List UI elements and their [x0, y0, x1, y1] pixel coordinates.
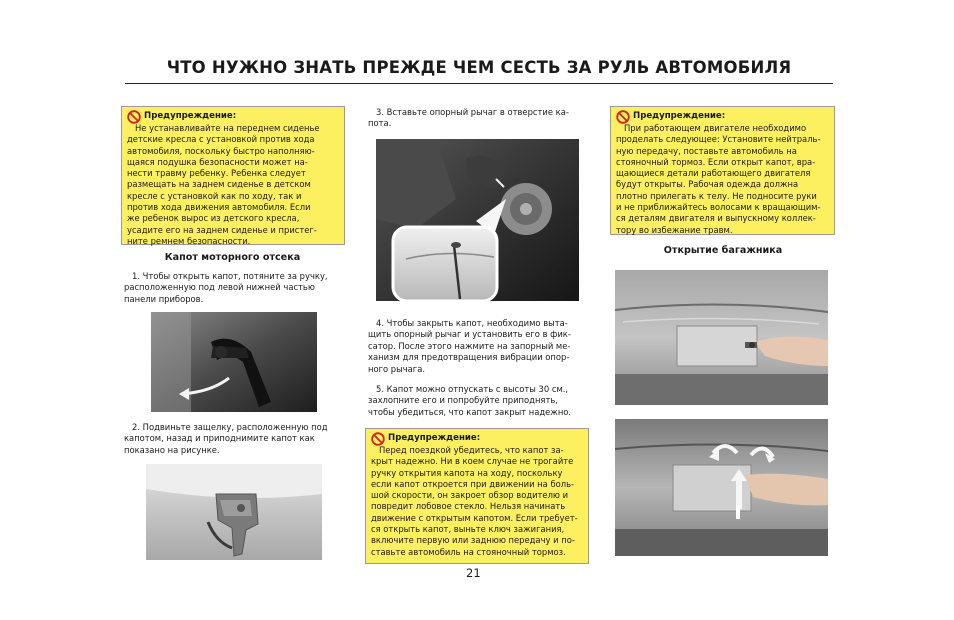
warning-line: проделать следующее: Установите нейтраль-	[616, 134, 821, 145]
warning-line: щаяся подушка безопасности может на-	[127, 156, 308, 167]
warning-line: ся деталям двигателя и выпускному коллек-	[616, 213, 816, 224]
text-line: 3. Вставьте опорный рычаг в отверстие ка-	[376, 107, 569, 117]
hood-release-handle-photo	[151, 312, 317, 412]
warning-line: против хода движения автомобиля. Если	[127, 202, 311, 213]
warning-line: если капот откроется при движении на боль-	[371, 478, 575, 489]
warning-line: стояночный тормоз. Если открыт капот, вра-	[616, 156, 816, 167]
text-line: капотом, назад и приподнимите капот как	[124, 433, 315, 444]
warning-line: включите первую или заднюю передачу и по-	[371, 535, 575, 546]
text-line: ного рычага.	[368, 363, 425, 374]
warning-line: движение с открытым капотом. Если требует-	[371, 512, 578, 523]
text-line: расположенную под левой нижней частью	[124, 282, 315, 293]
page-title: ЧТО НУЖНО ЗНАТЬ ПРЕЖДЕ ЧЕМ СЕСТЬ ЗА РУЛЬ АВТОМОБИЛЯ	[166, 58, 792, 77]
warning-line: кресле с установкой как по ходу, так и	[127, 190, 302, 201]
warning-line: При работающем двигателе необходимо	[624, 123, 807, 133]
warning-line: тору во избежание травм.	[616, 224, 733, 235]
page-number: 21	[466, 566, 481, 580]
text-line: сатор. После этого нажмите на запорный ме-	[368, 340, 571, 351]
warning-box-child-seat	[121, 106, 345, 245]
text-line: захлопните его и попробуйте приподнять,	[368, 395, 558, 406]
warning-line: нести травму ребенку. Ребенка следует	[127, 168, 306, 179]
trunk-key-turn-photo	[615, 419, 828, 556]
warning-line: размещать на заднем сиденье в детском	[127, 179, 311, 190]
step1-text	[124, 271, 342, 305]
section-title-trunk: Открытие багажника	[663, 245, 783, 256]
warning-line: автомобиля, поскольку быстро наполняю-	[127, 145, 315, 156]
text-line: показано на рисунке.	[124, 444, 220, 455]
warning-line: ните ремнем безопасности.	[127, 235, 251, 246]
warning-heading: Предупреждение:	[388, 432, 481, 443]
no-entry-icon	[127, 110, 141, 124]
warning-line: ную передачу, поставьте автомобиль на	[616, 145, 797, 156]
warning-line: шой скорости, он закроет обзор водителю и	[371, 490, 569, 501]
no-entry-icon	[616, 110, 630, 124]
warning-line: ручку открытия капота на ходу, поскольку	[371, 467, 563, 478]
warning-heading: Предупреждение:	[144, 110, 237, 121]
warning-line: усадите его на заднем сиденье и пристег-	[127, 224, 317, 235]
text-line: ханизм для предотвращения вибрации опор-	[368, 352, 570, 363]
warning-line: детские кресла с установкой против хода	[127, 134, 315, 145]
text-line: 2. Подвиньте защелку, расположенную под	[132, 422, 328, 432]
warning-box-hood	[365, 428, 589, 564]
warning-line: плотно прилегать к телу. Не подносите руки	[616, 190, 817, 201]
trunk-key-photo	[615, 270, 828, 405]
warning-box-engine	[610, 106, 835, 235]
text-line: панели приборов.	[124, 293, 204, 304]
text-line: чтобы убедиться, что капот закрыт надежно.	[368, 406, 572, 417]
section-title-hood: Капот моторного отсека	[164, 252, 301, 263]
text-line: щить опорный рычаг и установить его в фик-	[368, 329, 571, 340]
no-entry-icon	[371, 432, 385, 446]
warning-line: ставьте автомобиль на стояночный тормоз.	[371, 546, 566, 557]
hood-prop-rod-photo	[376, 139, 579, 301]
warning-line: ся открыть капот, выньте ключ зажигания,	[371, 524, 565, 535]
text-line: 4. Чтобы закрыть капот, необходимо выта-	[376, 318, 568, 328]
warning-line: Не устанавливайте на переднем сиденье	[135, 123, 320, 133]
warning-line: повредит лобовое стекло. Нельзя начинать	[371, 501, 566, 512]
hood-latch-photo	[146, 464, 322, 560]
text-line: пота.	[368, 118, 392, 129]
step5-text	[368, 384, 586, 418]
step3-text	[368, 107, 586, 130]
text-line: 5. Капот можно отпускать с высоты 30 см.,	[376, 384, 569, 394]
text-line: 1. Чтобы открыть капот, потяните за ручку,	[132, 271, 328, 281]
warning-line: Перед поездкой убедитесь, что капот за-	[379, 445, 564, 455]
warning-heading: Предупреждение:	[633, 110, 726, 121]
step4-text	[368, 318, 586, 375]
warning-line: и не приближайтесь волосами к вращающим-	[616, 202, 821, 213]
warning-line: будут открыты. Рабочая одежда должна	[616, 179, 799, 190]
step2-text	[124, 422, 342, 456]
title-divider	[125, 83, 833, 84]
warning-line: щающиеся детали работающего двигателя	[616, 168, 811, 179]
warning-line: же ребенок вырос из детского кресла,	[127, 213, 300, 224]
warning-line: крыт надежно. Ни в коем случае не трогайте	[371, 456, 574, 467]
